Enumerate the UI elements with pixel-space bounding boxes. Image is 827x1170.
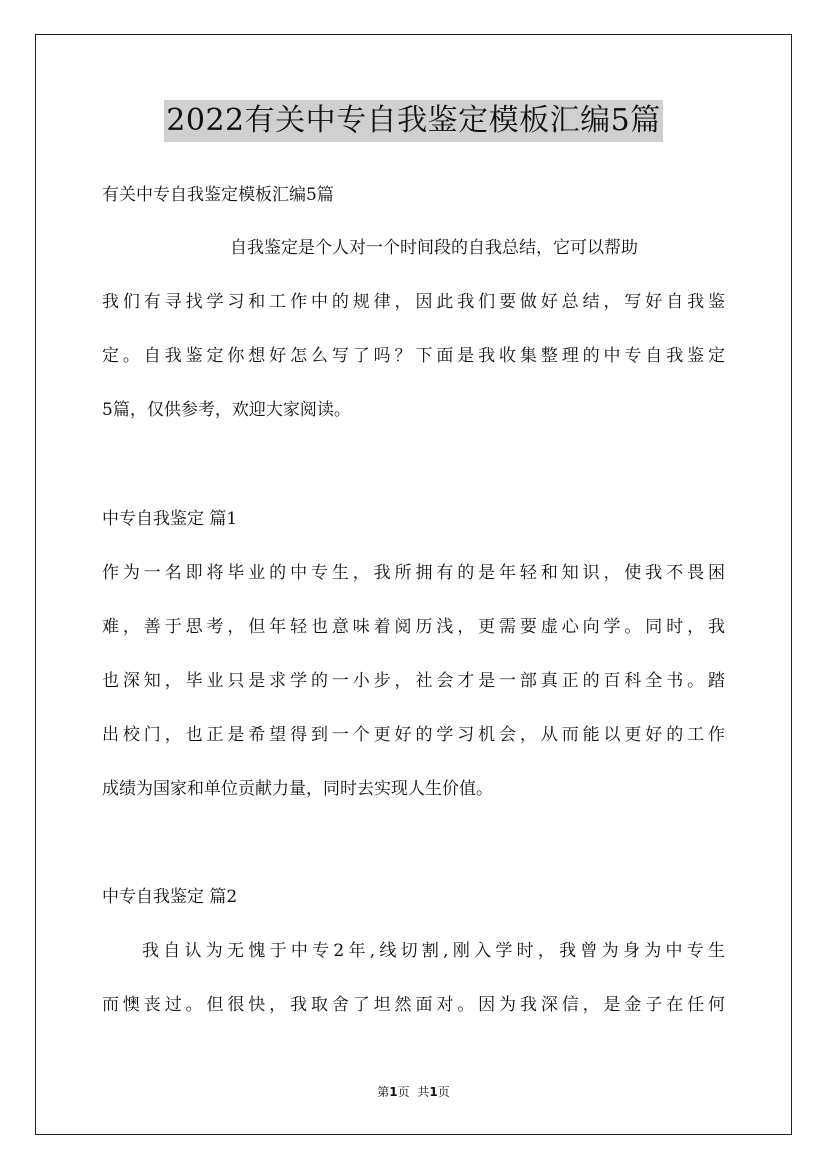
section1-line-2: 难，善于思考，但年轻也意味着阅历浅，更需要虚心向学。同时，我: [102, 617, 725, 637]
total-prefix: 共: [417, 1085, 430, 1099]
intro-line-1: 自我鉴定是个人对一个时间段的自我总结，它可以帮助: [230, 238, 638, 258]
page-prefix: 第: [377, 1085, 390, 1099]
total-number: 1: [429, 1085, 438, 1099]
intro-line-2: 我们有寻找学习和工作中的规律，因此我们要做好总结，写好自我鉴: [102, 292, 725, 312]
section2-line-2: 而懊丧过。但很快，我取舍了坦然面对。因为我深信，是金子在任何: [102, 995, 725, 1015]
section1-line-1: 作为一名即将毕业的中专生，我所拥有的是年轻和知识，使我不畏困: [102, 563, 725, 583]
document-title: 2022有关中专自我鉴定模板汇编5篇: [164, 100, 662, 142]
document-subtitle: 有关中专自我鉴定模板汇编5篇: [102, 185, 334, 205]
total-suffix: 页: [437, 1085, 450, 1099]
section2-heading: 中专自我鉴定 篇2: [102, 887, 238, 907]
page-number: 1: [389, 1085, 398, 1099]
section1-line-4: 出校门，也正是希望得到一个更好的学习机会，从而能以更好的工作: [102, 725, 725, 745]
title-container: [0, 100, 827, 142]
section2-line-1: 我自认为无愧于中专2年,线切割,刚入学时，我曾为身为中专生: [142, 941, 725, 961]
section1-line-5: 成绩为国家和单位贡献力量，同时去实现人生价值。: [102, 779, 493, 799]
intro-line-4: 5篇，仅供参考，欢迎大家阅读。: [102, 400, 351, 420]
section1-heading: 中专自我鉴定 篇1: [102, 509, 238, 529]
page-footer: [0, 1084, 827, 1100]
intro-line-3: 定。自我鉴定你想好怎么写了吗？下面是我收集整理的中专自我鉴定: [102, 346, 725, 366]
section1-line-3: 也深知，毕业只是求学的一小步，社会才是一部真正的百科全书。踏: [102, 671, 725, 691]
page-suffix: 页: [397, 1085, 410, 1099]
